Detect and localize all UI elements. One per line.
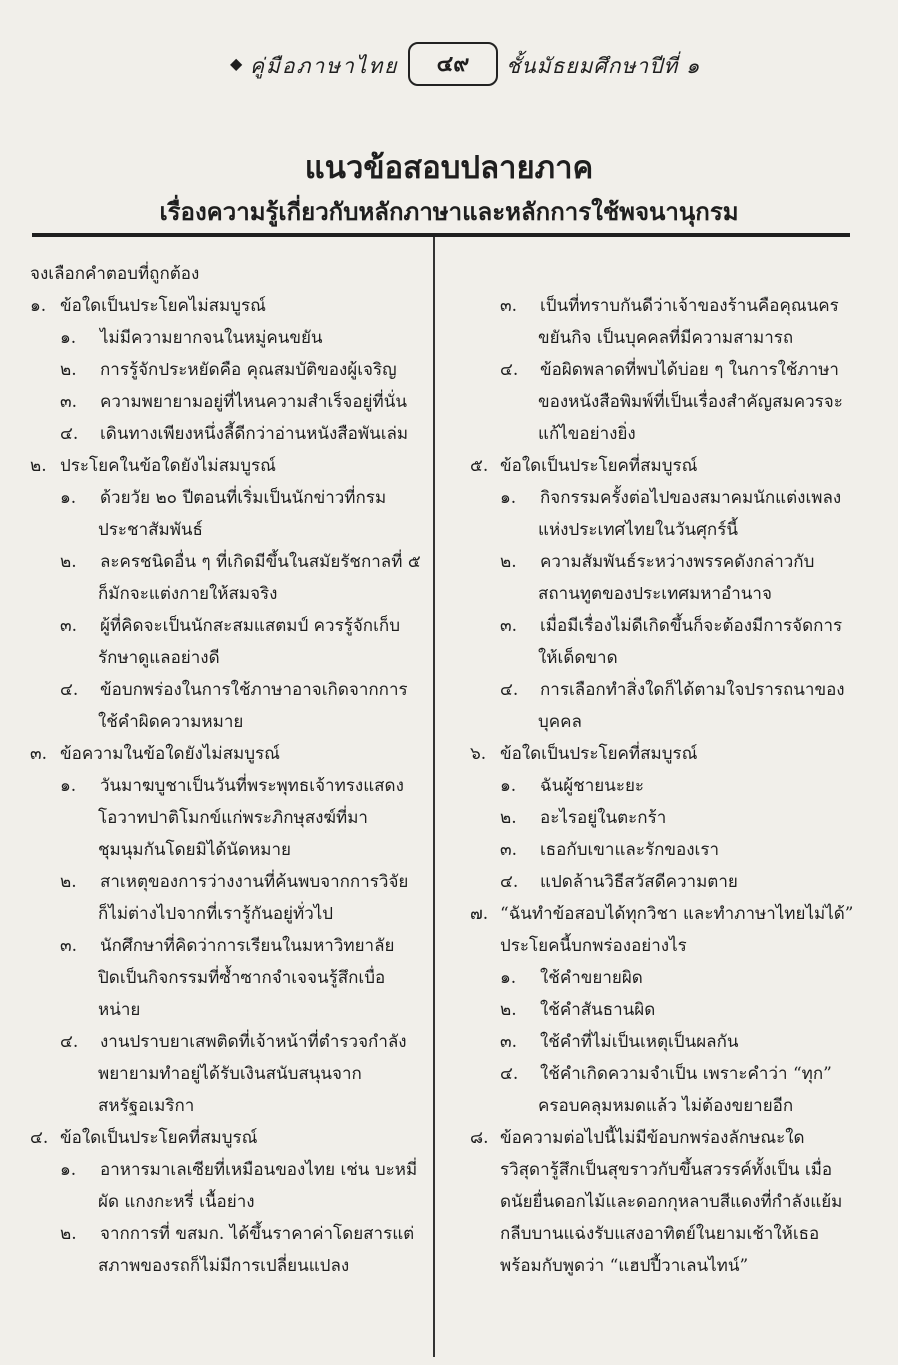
- option-continuation: [30, 514, 426, 546]
- option-text: ความพยายามอยู่ที่ไหนความสำเร็จอยู่ที่นั่น: [100, 392, 407, 412]
- option-number: ๓.: [60, 392, 78, 412]
- option-line: [470, 290, 860, 322]
- option-line: [30, 674, 426, 706]
- option-text: ของหนังสือพิมพ์ที่เป็นเรื่องสำคัญสมควรจะ: [538, 392, 843, 412]
- option-continuation: [470, 514, 860, 546]
- option-text: ฉันผู้ชายนะยะ: [540, 776, 645, 796]
- option-line: [30, 386, 426, 418]
- option-continuation: [30, 1250, 426, 1282]
- option-number: ๔.: [60, 424, 79, 444]
- option-number: ๑.: [500, 968, 517, 988]
- question-continuation: [470, 1154, 860, 1186]
- right-column: [470, 258, 860, 1282]
- option-text: ละครชนิดอื่น ๆ ที่เกิดมีขึ้นในสมัยรัชกาลที่ ๕: [100, 552, 421, 572]
- option-text: ก็มักจะแต่งกายให้สมจริง: [98, 584, 278, 604]
- question-number: ๕.: [470, 456, 489, 476]
- option-number: ๔.: [500, 1064, 519, 1084]
- question-continuation: [470, 1186, 860, 1218]
- option-text: แก้ไขอย่างยิ่ง: [538, 424, 636, 444]
- option-continuation: [30, 1186, 426, 1218]
- option-text: เธอกับเขาและรักของเรา: [540, 840, 720, 860]
- page-subtitle: เรื่องความรู้เกี่ยวกับหลักภาษาและหลักการใช้พจนานุกรม: [159, 198, 739, 226]
- option-line: [470, 994, 860, 1026]
- option-number: ๒.: [500, 552, 517, 572]
- option-text: ด้วยวัย ๒๐ ปีตอนที่เริ่มเป็นนักข่าวที่กรม: [100, 488, 387, 508]
- page-number: ๔๙: [408, 42, 498, 86]
- option-number: ๓.: [60, 616, 78, 636]
- option-line: [30, 1218, 426, 1250]
- option-continuation: [470, 1090, 860, 1122]
- option-line: [470, 674, 860, 706]
- option-number: ๑.: [60, 488, 77, 508]
- question-number: ๘.: [470, 1128, 489, 1148]
- question-text: ข้อใดเป็นประโยคไม่สมบูรณ์: [60, 296, 266, 316]
- question-text: ข้อใดเป็นประโยคที่สมบูรณ์: [500, 456, 698, 476]
- option-text: ไม่มีความยากจนในหมู่คนขยัน: [100, 328, 323, 348]
- option-text: ผู้ที่คิดจะเป็นนักสะสมแสตมป์ ควรรู้จักเก็บ: [100, 616, 400, 636]
- option-text: ผัด แกงกะหรี่ เนื้อย่าง: [98, 1192, 255, 1212]
- option-number: ๑.: [60, 1160, 77, 1180]
- option-line: [30, 418, 426, 450]
- grade-level: ชั้นมัธยมศึกษาปีที่ ๑: [506, 54, 701, 78]
- option-continuation: [30, 578, 426, 610]
- option-continuation: [30, 802, 426, 834]
- option-line: [470, 866, 860, 898]
- option-text: เมื่อมีเรื่องไม่ดีเกิดขึ้นก็จะต้องมีการจัดการ: [540, 616, 843, 636]
- option-line: [30, 546, 426, 578]
- question-continuation: [470, 930, 860, 962]
- option-continuation: [470, 322, 860, 354]
- option-text: การรู้จักประหยัดคือ คุณสมบัติของผู้เจริญ: [100, 360, 397, 380]
- option-line: [30, 354, 426, 386]
- question-number: ๔.: [30, 1128, 49, 1148]
- option-text: ข้อผิดพลาดที่พบได้บ่อย ๆ ในการใช้ภาษา: [540, 360, 839, 380]
- option-continuation: [470, 706, 860, 738]
- option-continuation: [30, 898, 426, 930]
- option-line: [470, 834, 860, 866]
- option-continuation: [470, 578, 860, 610]
- option-continuation: [470, 418, 860, 450]
- option-text: ประชาสัมพันธ์: [98, 520, 203, 540]
- option-text: ประโยคนี้บกพร่องอย่างไร: [500, 936, 687, 956]
- option-number: ๓.: [60, 936, 78, 956]
- option-line: [470, 354, 860, 386]
- option-text: พยายามทำอยู่ได้รับเงินสนับสนุนจาก: [98, 1064, 362, 1084]
- option-number: ๓.: [500, 616, 518, 636]
- instruction: จงเลือกคำตอบที่ถูกต้อง: [30, 264, 200, 284]
- question-number: ๑.: [30, 296, 47, 316]
- option-text: จากการที่ ขสมก. ได้ขึ้นราคาค่าโดยสารแต่: [100, 1224, 415, 1244]
- question-text: ข้อความในข้อใดยังไม่สมบูรณ์: [60, 744, 280, 764]
- option-number: ๓.: [500, 1032, 518, 1052]
- blank-line: [470, 258, 860, 290]
- option-number: ๑.: [500, 776, 517, 796]
- option-number: ๑.: [60, 776, 77, 796]
- option-line: [470, 802, 860, 834]
- option-line: [470, 482, 860, 514]
- option-text: แห่งประเทศไทยในวันศุกร์นี้: [538, 520, 738, 540]
- question-continuation: [470, 1218, 860, 1250]
- option-text: โอวาทปาติโมกข์แก่พระภิกษุสงฆ์ที่มา: [98, 808, 368, 828]
- option-number: ๒.: [60, 360, 77, 380]
- option-text: ก็ไม่ต่างไปจากที่เรารู้กันอยู่ทั่วไป: [98, 904, 334, 924]
- option-text: เป็นที่ทราบกันดีว่าเจ้าของร้านคือคุณนคร: [540, 296, 839, 316]
- option-text: ปิดเป็นกิจกรรมที่ซ้ำซากจำเจจนรู้สึกเบื่อ: [98, 968, 386, 988]
- option-number: ๔.: [500, 680, 519, 700]
- option-line: [30, 930, 426, 962]
- option-line: [30, 1154, 426, 1186]
- option-number: ๔.: [500, 360, 519, 380]
- option-text: รักษาดูแลอย่างดี: [98, 648, 220, 668]
- option-line: [30, 770, 426, 802]
- question-number: ๗.: [470, 904, 489, 924]
- option-number: ๒.: [500, 1000, 517, 1020]
- option-text: ครอบคลุมหมดแล้ว ไม่ต้องขยายอีก: [538, 1096, 794, 1116]
- option-text: รวิสุดารู้สึกเป็นสุขราวกับขึ้นสวรรค์ทั้งเป็น เมื่อ: [500, 1160, 833, 1180]
- option-line: [470, 1058, 860, 1090]
- option-text: ขยันกิจ เป็นบุคคลที่มีความสามารถ: [538, 328, 794, 348]
- option-continuation: [30, 962, 426, 994]
- option-text: ใช้คำสันธานผิด: [540, 1000, 656, 1020]
- option-line: [30, 866, 426, 898]
- option-text: ความสัมพันธ์ระหว่างพรรคดังกล่าวกับ: [540, 552, 815, 572]
- option-continuation: [30, 994, 426, 1026]
- option-number: ๒.: [500, 808, 517, 828]
- question-line: [470, 1122, 860, 1154]
- option-continuation: [30, 834, 426, 866]
- question-continuation: [470, 1250, 860, 1282]
- question-number: ๖.: [470, 744, 487, 764]
- option-continuation: [470, 642, 860, 674]
- option-text: กิจกรรมครั้งต่อไปของสมาคมนักแต่งเพลง: [540, 488, 842, 508]
- diamond-icon: ◆: [230, 54, 243, 73]
- question-line: [470, 898, 860, 930]
- question-text: ข้อใดเป็นประโยคที่สมบูรณ์: [500, 744, 698, 764]
- option-text: เดินทางเพียงหนึ่งลี้ดีกว่าอ่านหนังสือพันเล่ม: [100, 424, 409, 444]
- option-number: ๔.: [60, 1032, 79, 1052]
- option-line: [30, 482, 426, 514]
- option-text: อะไรอยู่ในตะกร้า: [540, 808, 667, 828]
- option-text: ดนัยยื่นดอกไม้และดอกกุหลาบสีแดงที่กำลังแย้ม: [500, 1192, 843, 1212]
- option-text: สหรัฐอเมริกา: [98, 1096, 195, 1116]
- option-continuation: [30, 642, 426, 674]
- option-text: ชุมนุมกันโดยมิได้นัดหมาย: [98, 840, 291, 860]
- option-text: แปดล้านวิธีสวัสดีความตาย: [540, 872, 738, 892]
- option-text: ใช้คำที่ไม่เป็นเหตุเป็นผลกัน: [540, 1032, 739, 1052]
- question-number: ๓.: [30, 744, 48, 764]
- option-line: [30, 322, 426, 354]
- page-title: แนวข้อสอบปลายภาค: [304, 150, 594, 186]
- question-line: [30, 450, 426, 482]
- option-text: บุคคล: [538, 712, 582, 732]
- option-line: [470, 770, 860, 802]
- question-text: “ฉันทำข้อสอบได้ทุกวิชา และทำภาษาไทยไม่ได้”: [500, 904, 854, 924]
- option-number: ๑.: [60, 328, 77, 348]
- option-text: สภาพของรถก็ไม่มีการเปลี่ยนแปลง: [98, 1256, 350, 1276]
- question-line: [30, 738, 426, 770]
- question-line: [30, 1122, 426, 1154]
- question-line: [470, 450, 860, 482]
- option-text: งานปราบยาเสพติดที่เจ้าหน้าที่ตำรวจกำลัง: [100, 1032, 407, 1052]
- option-text: วันมาฆบูชาเป็นวันที่พระพุทธเจ้าทรงแสดง: [100, 776, 404, 796]
- option-continuation: [30, 1058, 426, 1090]
- running-header: [230, 42, 730, 86]
- title-divider: [32, 233, 850, 237]
- option-text: ให้เด็ดขาด: [538, 648, 618, 668]
- option-text: ใช้คำผิดความหมาย: [98, 712, 244, 732]
- option-continuation: [30, 1090, 426, 1122]
- option-text: ใช้คำเกิดความจำเป็น เพราะคำว่า “ทุก”: [540, 1064, 832, 1084]
- question-line: [470, 738, 860, 770]
- option-line: [30, 1026, 426, 1058]
- option-number: ๓.: [500, 840, 518, 860]
- left-column: [30, 258, 426, 1282]
- option-line: [470, 610, 860, 642]
- option-continuation: [470, 386, 860, 418]
- option-text: สถานทูตของประเทศมหาอำนาจ: [538, 584, 772, 604]
- option-text: การเลือกทำสิ่งใดก็ได้ตามใจปรารถนาของ: [540, 680, 845, 700]
- option-number: ๓.: [500, 296, 518, 316]
- question-text: ข้อความต่อไปนี้ไม่มีข้อบกพร่องลักษณะใด: [500, 1128, 805, 1148]
- option-line: [470, 546, 860, 578]
- option-line: [470, 1026, 860, 1058]
- option-continuation: [30, 706, 426, 738]
- option-number: ๒.: [60, 1224, 77, 1244]
- option-text: พร้อมกับพูดว่า “แฮปปี้วาเลนไทน์”: [500, 1256, 749, 1276]
- option-number: ๔.: [60, 680, 79, 700]
- question-text: ข้อใดเป็นประโยคที่สมบูรณ์: [60, 1128, 258, 1148]
- option-line: [30, 610, 426, 642]
- option-number: ๒.: [60, 872, 77, 892]
- option-text: อาหารมาเลเซียที่เหมือนของไทย เช่น บะหมี่: [100, 1160, 418, 1180]
- option-number: ๒.: [60, 552, 77, 572]
- book-title: คู่มือภาษาไทย: [250, 54, 399, 78]
- option-text: ใช้คำขยายผิด: [540, 968, 643, 988]
- option-text: กลีบบานแฉ่งรับแสงอาทิตย์ในยามเช้าให้เธอ: [500, 1224, 820, 1244]
- option-text: หน่าย: [98, 1000, 141, 1020]
- option-text: ข้อบกพร่องในการใช้ภาษาอาจเกิดจากการ: [100, 680, 408, 700]
- option-line: [470, 962, 860, 994]
- option-number: ๔.: [500, 872, 519, 892]
- question-text: ประโยคในข้อใดยังไม่สมบูรณ์: [60, 456, 276, 476]
- column-divider: [433, 237, 435, 1357]
- question-number: ๒.: [30, 456, 47, 476]
- option-text: สาเหตุของการว่างงานที่ค้นพบจากการวิจัย: [100, 872, 409, 892]
- option-text: นักศึกษาที่คิดว่าการเรียนในมหาวิทยาลัย: [100, 936, 395, 956]
- option-number: ๑.: [500, 488, 517, 508]
- question-line: [30, 290, 426, 322]
